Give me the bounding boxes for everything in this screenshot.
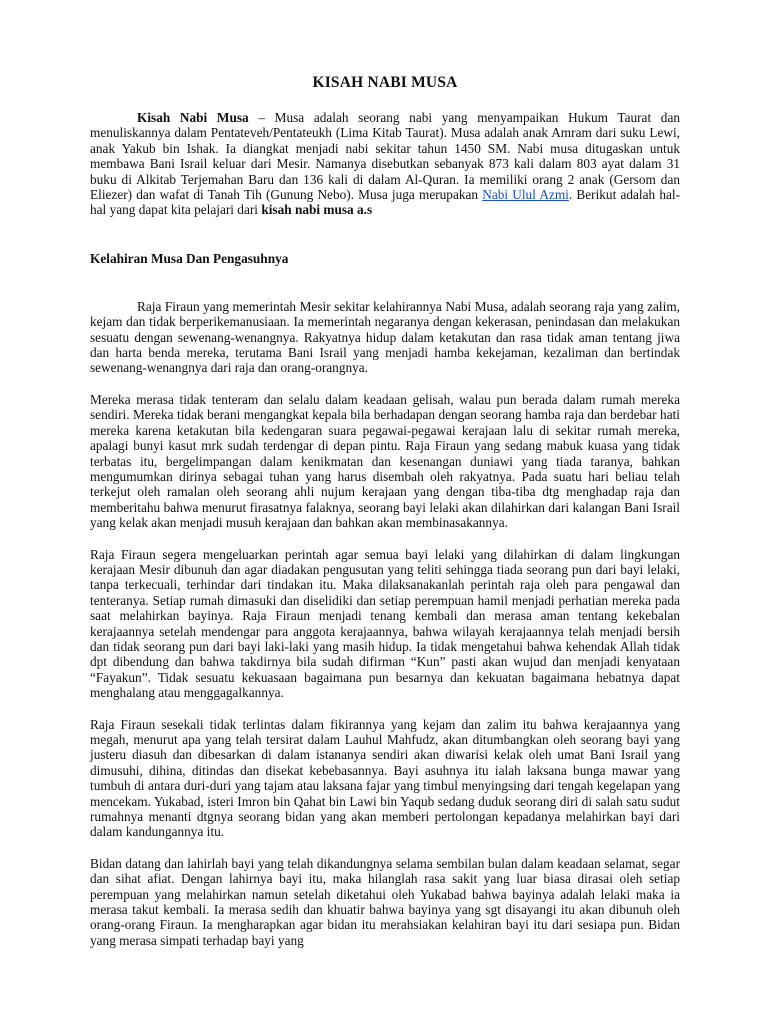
body-paragraph-3: Raja Firaun segera mengeluarkan perintah agar semua bayi lelaki yang dilahirkan di dalam lingkungan kerajaan Mesir dibunuh dan agar diadakan pengusutan yang teliti sehingga tiada seorang pun dari bayi lelaki, tanpa terkecuali, terhindar dari tindakan itu. Maka dilaksanakanlah perintah raja oleh para pengawal dan tenteranya. Setiap rumah dimasuki dan diselidiki dan setiap perempuan hamil menjadi perhatian mereka pada saat melahirkan bayinya. Raja Firaun menjadi tenang kembali dan merasa aman tentang kekebalan kerajaannya setelah mendengar para anggota kerajaannya, bahwa wilayah kerajaannya telah menjadi bersih dan tidak seorang pun dari bayi laki-laki yang masih hidup. Ia tidak mengetahui bahwa kehendak Allah tidak dpt dibendung dan bahwa takdirnya bila sudah difirman “Kun” pasti akan wujud dan menjadi kenyataan “Fayakun”. Tidak sesuatu kekuasaan bagaimana pun besarnya dan kekuatan bagaimana hebatnya dapat menghalang atau menggagalkannya. [90, 546, 680, 701]
nabi-ulul-azmi-link[interactable]: Nabi Ulul Azmi [482, 187, 569, 203]
body-paragraph-2: Mereka merasa tidak tenteram dan selalu dalam keadaan gelisah, walau pun berada dalam rumah mereka sendiri. Mereka tidak berani mengangkat kepala bila berhadapan dengan seorang hamba raja dan berdebar hati mereka karena ketakutan bila kedengaran suara pegawai-pegawai kerajaan lalu di sekitar rumah mereka, apalagi bunyi kasut mrk sudah terdengar di depan pintu. Raja Firaun yang sedang mabuk kuasa yang tidak terbatas itu, bergelimpangan dalam kenikmatan dan kesenangan duniawi yang tiada taranya, bahkan mengumumkan dirinya sebagai tuhan yang harus disembah oleh rakyatnya. Pada suatu hari beliau telah terkejut oleh ramalan oleh seorang ahli nujum kerajaan yang dengan tiba-tiba dtg menghadap raja dan memberitahu bahwa menurut firasatnya falaknya, seorang bayi lelaki akan dilahirkan dari kalangan Bani Israil yang kelak akan menjadi musuh kerajaan dan bahkan akan membinasakannya. [90, 391, 680, 531]
intro-end-bold: kisah nabi musa a.s [261, 202, 373, 218]
intro-text-1: – Musa adalah seorang nabi yang menyampaikan Hukum Taurat dan menuliskannya dalam Pentateveh/Pentateukh (Lima Kitab Taurat). Musa adalah anak Amram dari suku Lewi, anak Yakub bin Ishak. Ia diangkat menjadi nabi sekitar tahun 1450 SM. Nabi musa ditugaskan untuk membawa Bani Israil keluar dari Mesir. Namanya disebutkan sebanyak 873 kali dalam 803 ayat dalam 31 buku di Alkitab Terjemahan Baru dan 136 kali di dalam Al-Quran. Ia memiliki orang 2 anak (Gersom dan Eliezer) dan wafat di Tanah Tih (Gunung Nebo). Musa juga merupakan [90, 110, 680, 203]
body-paragraph-5: Bidan datang dan lahirlah bayi yang telah dikandungnya selama sembilan bulan dalam keadaan selamat, segar dan sihat afiat. Dengan lahirnya bayi itu, maka hilanglah rasa sakit yang luar biasa dirasai oleh setiap perempuan yang melahirkan namun setelah diketahui oleh Yukabad bahwa bayinya adalah lelaki maka ia merasa takut kembali. Ia merasa sedih dan khuatir bahwa bayinya yang sgt disayangi itu akan dibunuh oleh orang-orang Firaun. Ia mengharapkan agar bidan itu merahsiakan kelahiran bayi itu dari sesiapa pun. Bidan yang merasa simpati terhadap bayi yang [90, 855, 680, 948]
page-title: KISAH NABI MUSA [312, 74, 458, 91]
intro-lead: Kisah Nabi Musa [137, 110, 249, 125]
section-heading: Kelahiran Musa Dan Pengasuhnya [90, 250, 289, 266]
body-paragraph-1: Raja Firaun yang memerintah Mesir sekitar kelahirannya Nabi Musa, adalah seorang raja yang zalim, kejam dan tidak berperikemanusiaan. Ia memerintah negaranya dengan kekerasan, penindasan dan melakukan sesuatu dengan sewenang-wenangnya. Rakyatnya hidup dalam ketakutan dan rasa tidak aman tentang jiwa dan harta benda mereka, terutama Bani Israil yang menjadi hamba kekejaman, kezaliman dan bertindak sewenang-wenangnya dari raja dan orang-orangnya. [90, 298, 680, 376]
body-paragraph-4: Raja Firaun sesekali tidak terlintas dalam fikirannya yang kejam dan zalim itu bahwa kerajaannya yang megah, menurut apa yang telah tersirat dalam Lauhul Mahfudz, akan ditumbangkan oleh seorang bayi yang justeru diasuh dan dibesarkan di dalam istananya sendiri akan diwarisi kelak oleh umat Bani Israil yang dimusuhi, dihina, ditindas dan disekat kebebasannya. Bayi asuhnya itu ialah laksana bunga mawar yang tumbuh di antara duri-duri yang tajam atau laksana fajar yang timbul menyingsing dari tengah kegelapan yang mencekam. Yukabad, isteri Imron bin Qahat bin Lawi bin Yaqub sedang duduk seorang diri di salah satu sudut rumahnya menanti dtgnya seorang bidan yang akan memberi pertolongan kepadanya melahirkan bayi dari dalam kandungannya itu. [90, 716, 680, 840]
intro-text-2: . Berikut adalah hal-hal yang dapat kita pelajari dari [90, 187, 680, 218]
intro-paragraph [90, 110, 680, 218]
